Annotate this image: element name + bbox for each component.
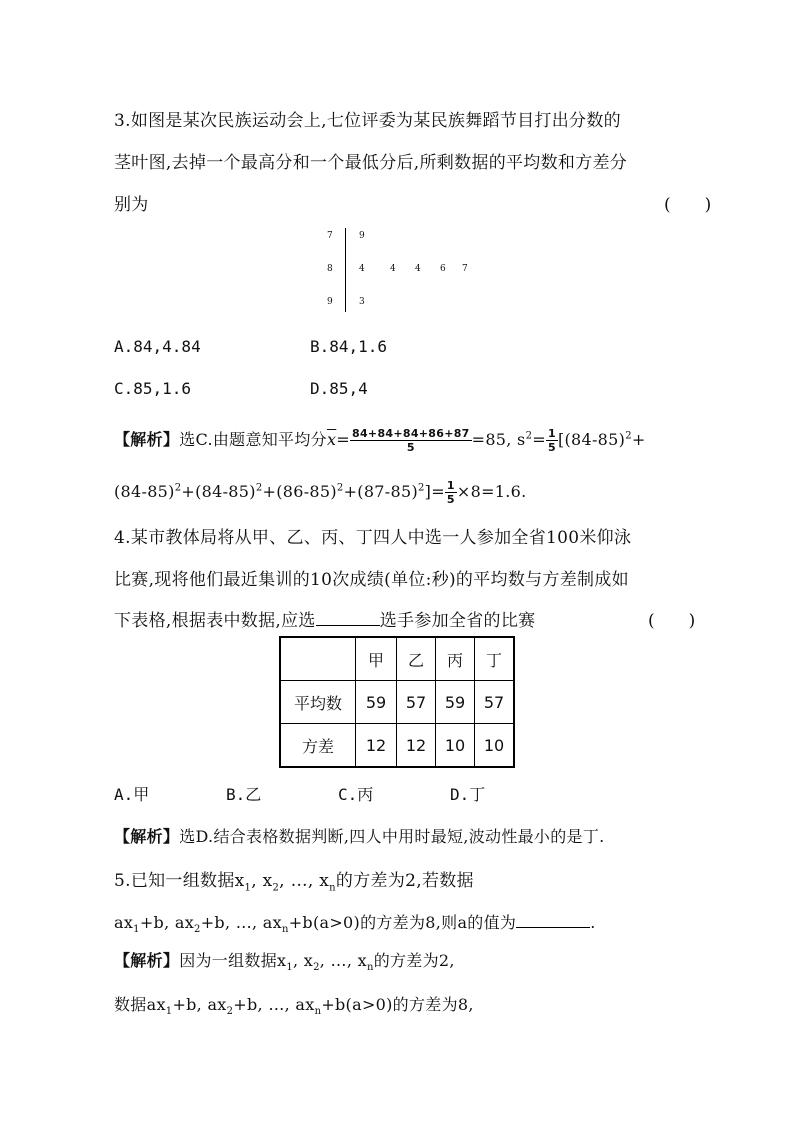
q5-text: 5.已知一组数据x: [114, 871, 245, 891]
fraction-denominator: 5: [406, 441, 415, 454]
q4-option-d: D.丁: [450, 785, 486, 804]
table-cell: 丁: [475, 637, 515, 681]
table-cell: 甲: [356, 637, 397, 681]
table-header-row: [280, 637, 514, 681]
subscript: n: [314, 1006, 322, 1018]
q3-analysis-line1: [114, 427, 646, 454]
table-cell: 59: [356, 681, 397, 724]
analysis-text: 选C.由题意知平均分: [179, 430, 327, 449]
q5-text: , x: [251, 871, 273, 891]
q3-line3: 别为: [114, 195, 149, 215]
table-cell: 平均数: [280, 681, 356, 724]
superscript: 2: [418, 482, 425, 494]
superscript: 2: [174, 482, 182, 494]
leaf: 7: [462, 264, 468, 274]
q3-line2: 茎叶图,去掉一个最高分和一个最低分后,所剩数据的平均数和方差分: [114, 153, 628, 173]
answer-blank: [316, 625, 380, 626]
q4-text: 下表格,根据表中数据,应选: [114, 611, 316, 631]
q5-text: +b(a>0)的方差为8,则a的值为: [288, 913, 517, 932]
q4-option-a: A.甲: [114, 785, 150, 804]
analysis-text: , …, x: [319, 951, 367, 970]
q3-analysis-line2: [114, 479, 527, 506]
q5-text: 的方差为2,若数据: [335, 871, 474, 891]
equals: =: [532, 430, 546, 449]
analysis-text: [(84-85): [557, 430, 626, 449]
superscript: 2: [625, 430, 632, 442]
analysis-text: 因为一组数据x: [179, 951, 287, 970]
variance-fraction: [546, 427, 558, 454]
q4-analysis: [114, 824, 605, 847]
analysis-text: 的方差为2,: [373, 951, 455, 970]
fraction-denominator: 5: [547, 441, 556, 454]
subscript: 2: [194, 924, 201, 936]
subscript: 1: [244, 882, 252, 894]
q5-analysis-line2: [114, 992, 474, 1017]
q4-answer-paren: ( ): [648, 611, 696, 631]
leaf: 3: [359, 297, 365, 307]
q5-line1: [114, 866, 474, 893]
subscript: n: [329, 882, 336, 894]
q3-option-b: B.84,1.6: [310, 337, 388, 356]
table-cell: 乙: [397, 637, 436, 681]
fraction-numerator: 84+84+84+86+87: [352, 427, 470, 440]
leaf: 4: [390, 264, 396, 274]
answer-blank: [516, 927, 590, 928]
equals: =: [336, 430, 351, 449]
analysis-tag: 【解析】: [114, 827, 180, 846]
table-cell: 10: [436, 724, 475, 768]
table-cell: 丙: [436, 637, 475, 681]
superscript: 2: [336, 482, 344, 494]
superscript: 2: [525, 430, 533, 442]
table-cell: 12: [397, 724, 436, 768]
q5-text: .: [590, 913, 596, 932]
q5-text: , …, x: [279, 871, 330, 891]
mean-fraction: [350, 427, 472, 454]
analysis-text: =85, s: [471, 430, 526, 449]
stem-7: 7: [327, 231, 333, 241]
analysis-text: +b, ax: [172, 995, 227, 1014]
fraction-numerator: 1: [547, 427, 556, 440]
analysis-text: (84-85): [114, 482, 175, 501]
q3-answer-paren: ( ): [664, 195, 712, 215]
q3-line1: 3.如图是某次民族运动会上,七位评委为某民族舞蹈节目打出分数的: [114, 111, 621, 131]
q4-line2: 比赛,现将他们最近集训的10次成绩(单位:秒)的平均数与方差制成如: [114, 570, 629, 590]
subscript: n: [366, 962, 374, 974]
table-row: [280, 724, 514, 768]
q3-option-a: A.84,4.84: [114, 337, 201, 356]
subscript: 2: [226, 1006, 234, 1018]
analysis-text: +b(a>0)的方差为8,: [321, 995, 474, 1014]
analysis-text: +(84-85): [181, 482, 256, 501]
table-row: [280, 681, 514, 724]
analysis-text: ]=: [424, 482, 445, 501]
subscript: 1: [165, 1006, 173, 1018]
q4-line3: [114, 606, 535, 631]
analysis-tag: 【解析】: [114, 951, 180, 970]
scores-table: [279, 636, 515, 768]
subscript: 1: [133, 924, 140, 936]
superscript: 2: [255, 482, 263, 494]
q5-text: +b, …, ax: [200, 913, 282, 932]
subscript: 2: [313, 962, 320, 974]
leaf: 6: [440, 264, 446, 274]
stem-8: 8: [327, 264, 333, 274]
table-cell: 12: [356, 724, 397, 768]
table-cell: 59: [436, 681, 475, 724]
q4-option-c: C.丙: [338, 785, 374, 804]
q4-option-b: B.乙: [226, 785, 262, 804]
subscript: n: [281, 924, 289, 936]
stem-9: 9: [327, 297, 333, 307]
analysis-text: 选D.结合表格数据判断,四人中用时最短,波动性最小的是丁.: [179, 827, 605, 846]
fraction-denominator: 5: [446, 493, 455, 506]
leaf: 9: [359, 231, 365, 241]
analysis-text: +(86-85): [262, 482, 337, 501]
q5-line2: [114, 910, 596, 935]
q5-text: ax: [114, 913, 134, 932]
x-bar: $\overline{x}$: [326, 430, 337, 449]
analysis-text: 数据ax: [114, 995, 166, 1014]
table-cell: [280, 637, 356, 681]
fraction-numerator: 1: [446, 479, 455, 492]
q4-text: 选手参加全省的比赛: [379, 611, 536, 631]
q5-text: +b, ax: [139, 913, 195, 932]
q3-option-d: D.85,4: [310, 379, 368, 398]
subscript: 1: [286, 962, 293, 974]
q3-option-c: C.85,1.6: [114, 379, 192, 398]
table-cell: 方差: [280, 724, 356, 768]
analysis-text: +(87-85): [343, 482, 418, 501]
q4-line1: 4.某市教体局将从甲、乙、丙、丁四人中选一人参加全省100米仰泳: [114, 528, 632, 548]
leaf: 4: [415, 264, 421, 274]
q5-analysis-line1: [114, 948, 455, 973]
analysis-tag: 【解析】: [114, 430, 180, 449]
analysis-text: , x: [293, 951, 314, 970]
analysis-text: +: [631, 430, 646, 449]
leaf: 4: [359, 264, 365, 274]
table-cell: 57: [397, 681, 436, 724]
stem-leaf-divider: [345, 228, 346, 312]
table-cell: 57: [475, 681, 515, 724]
result-fraction: [445, 479, 457, 506]
analysis-text: +b, …, ax: [233, 995, 315, 1014]
analysis-text: ×8=1.6.: [456, 482, 527, 501]
subscript: 2: [272, 882, 280, 894]
table-cell: 10: [475, 724, 515, 768]
